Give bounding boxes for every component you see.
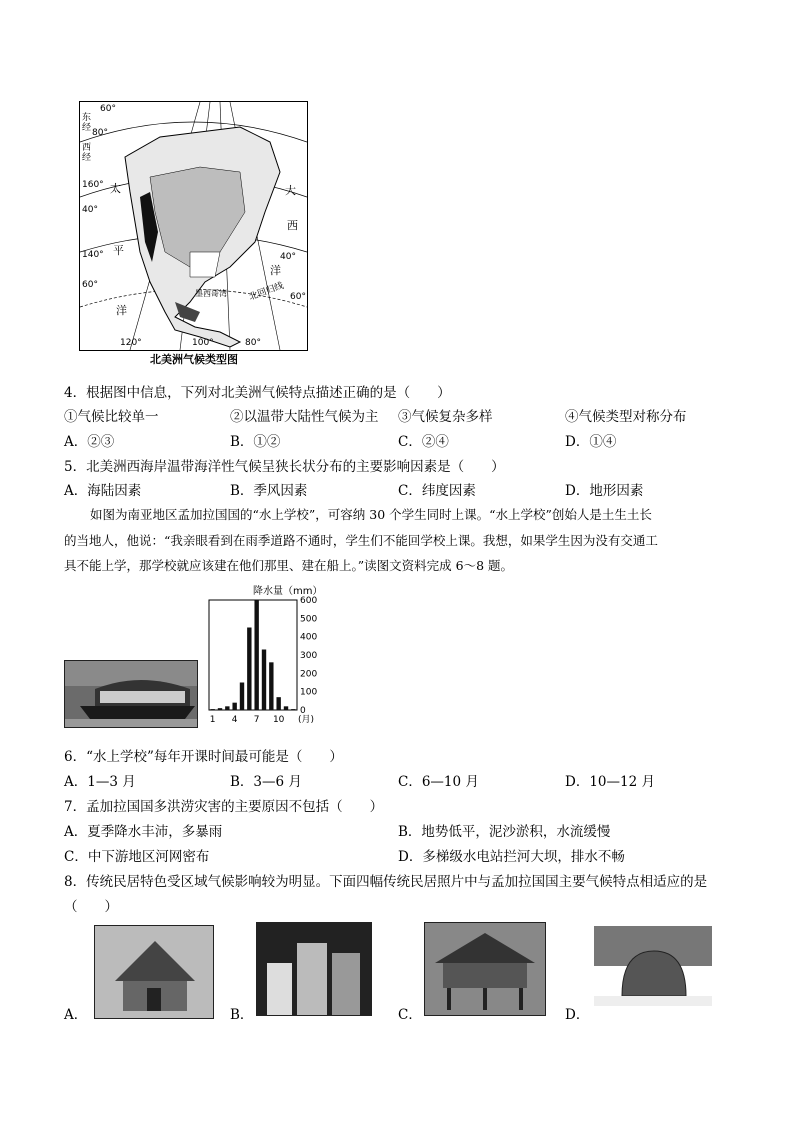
q6-option-b[interactable]: B．3—6 月	[230, 774, 302, 790]
intro-line-1: 如图为南亚地区孟加拉国国的“水上学校”，可容纳 30 个学生同时上课。“水上学校”创始人是土生土长	[90, 507, 652, 522]
map-label-jing2: 经	[82, 153, 92, 163]
q6-option-c[interactable]: C．6—10 月	[398, 774, 479, 790]
house-photo-a[interactable]	[94, 925, 214, 1019]
tropic-of-cancer-label: 北回归线	[247, 281, 286, 303]
chart-svg	[205, 596, 325, 732]
q6-option-d[interactable]: D．10—12 月	[565, 774, 655, 790]
q4-item: ①气候比较单一	[64, 409, 159, 425]
rain-bar	[210, 709, 214, 710]
y-tick-label: 0	[300, 706, 306, 716]
q7-option-c[interactable]: C．中下游地区河网密布	[64, 849, 210, 865]
lon-label: 160°	[82, 180, 104, 190]
q8-option-c[interactable]: C．	[398, 1007, 422, 1023]
q8-option-d[interactable]: D．	[565, 1007, 590, 1023]
rain-bar	[276, 697, 280, 710]
y-tick-label: 300	[300, 651, 318, 661]
boat-illustration	[65, 661, 197, 727]
house-photo-d[interactable]	[594, 926, 712, 1006]
q5-stem: 5．北美洲西海岸温带海洋性气候呈狭长状分布的主要影响因素是（ ）	[64, 459, 505, 475]
rain-bar	[262, 650, 266, 711]
q8-stem-paren: （ ）	[64, 899, 118, 915]
rain-bar	[291, 709, 295, 710]
q8-stem: 8．传统民居特色受区域气候影响较为明显。下面四幅传统民居照片中与孟加拉国国主要气候特点相适应的是	[64, 874, 708, 890]
map-label-west: 西	[82, 143, 92, 153]
q4-item: ②以温带大陆性气候为主	[230, 409, 379, 425]
ocean-label-atlantic-1: 大	[285, 184, 296, 197]
x-tick-label: 1	[209, 715, 216, 725]
ocean-label-atlantic-3: 洋	[270, 264, 281, 277]
x-tick-label: 4	[231, 715, 238, 725]
lon-label: 40°	[82, 205, 98, 215]
q5-option-a[interactable]: A．海陆因素	[64, 483, 142, 499]
igloo-illustration	[594, 926, 712, 1006]
y-tick-label: 200	[300, 669, 318, 680]
rain-bar	[225, 706, 229, 710]
intro-line-3: 具不能上学，那学校就应该建在他们那里、建在船上。”读图文资料完成 6～8 题。	[64, 558, 513, 573]
plot-frame	[209, 600, 297, 710]
water-school-photo	[64, 660, 198, 728]
ocean-label-atlantic-2: 西	[287, 219, 298, 232]
stilt-house-illustration	[425, 923, 545, 1015]
rain-bar	[269, 662, 273, 710]
x-unit-label: (月)	[298, 715, 315, 725]
lon-label: 60°	[290, 292, 306, 302]
ocean-label-pacific-1: 太	[110, 182, 121, 195]
x-tick-label: 7	[253, 715, 260, 725]
q4-option-b[interactable]: B．①②	[230, 434, 281, 450]
q4-option-a[interactable]: A．②③	[64, 434, 115, 450]
tower-houses-illustration	[257, 923, 371, 1015]
q7-option-d[interactable]: D．多梯级水电站拦河大坝，排水不畅	[398, 849, 625, 865]
house-photo-b[interactable]	[256, 922, 372, 1016]
rain-bar	[240, 683, 244, 711]
x-tick-label: 10	[272, 715, 285, 725]
q6-stem: 6．“水上学校”每年开课时间最可能是（ ）	[64, 749, 343, 765]
q4-option-d[interactable]: D．①④	[565, 434, 617, 450]
rain-bar	[254, 600, 258, 710]
rain-bar	[284, 706, 288, 710]
ocean-label-pacific-2: 平	[113, 244, 124, 257]
q4-item: ③气候复杂多样	[398, 409, 493, 425]
q5-option-d[interactable]: D．地形因素	[565, 483, 644, 499]
y-tick-label: 400	[300, 632, 318, 643]
y-tick-label: 500	[300, 614, 318, 625]
lon-label: 120°	[120, 338, 142, 348]
y-tick-label: 600	[300, 596, 318, 606]
q4-item: ④气候类型对称分布	[565, 409, 687, 425]
rain-bar	[218, 708, 222, 710]
rainfall-chart	[205, 582, 325, 732]
lon-label: 80°	[92, 128, 108, 138]
map-label-jing1: 经	[82, 123, 92, 133]
ocean-label-pacific-3: 洋	[116, 304, 127, 317]
q4-stem: 4．根据图中信息，下列对北美洲气候特点描述正确的是（ ）	[64, 385, 451, 401]
q7-option-b[interactable]: B．地势低平，泥沙淤积，水流缓慢	[398, 824, 611, 840]
rain-bar	[247, 628, 251, 711]
y-tick-label: 100	[300, 687, 318, 698]
lon-label: 60°	[82, 280, 98, 290]
lon-label: 40°	[280, 252, 296, 262]
gulf-of-mexico-label: 墨西哥湾	[195, 289, 227, 298]
q8-option-a[interactable]: A．	[64, 1007, 88, 1023]
lon-label: 60°	[100, 104, 116, 114]
lon-label: 100°	[192, 338, 214, 348]
lon-label: 140°	[82, 250, 104, 260]
rain-bar	[232, 703, 236, 710]
map-graphic	[80, 102, 307, 350]
lon-label: 80°	[245, 338, 261, 348]
q7-stem: 7．孟加拉国国多洪涝灾害的主要原因不包括（ ）	[64, 799, 384, 815]
q7-option-a[interactable]: A．夏季降水丰沛，多暴雨	[64, 824, 223, 840]
house-photo-c[interactable]	[424, 922, 546, 1016]
north-america-climate-map	[79, 101, 308, 351]
q8-option-b[interactable]: B．	[230, 1007, 254, 1023]
q5-option-c[interactable]: C．纬度因素	[398, 483, 476, 499]
q5-option-b[interactable]: B．季风因素	[230, 483, 308, 499]
q6-option-a[interactable]: A．1—3 月	[64, 774, 136, 790]
q4-option-c[interactable]: C．②④	[398, 434, 449, 450]
intro-line-2: 的当地人，他说：“我亲眼看到在雨季道路不通时，学生们不能回学校上课。我想，如果学生因为没有交通工	[64, 533, 658, 548]
thatched-hut-illustration	[95, 926, 213, 1018]
map-caption: 北美洲气候类型图	[150, 353, 238, 366]
chart-title: 降水量（mm）	[253, 586, 323, 597]
map-label-east: 东	[82, 113, 92, 123]
